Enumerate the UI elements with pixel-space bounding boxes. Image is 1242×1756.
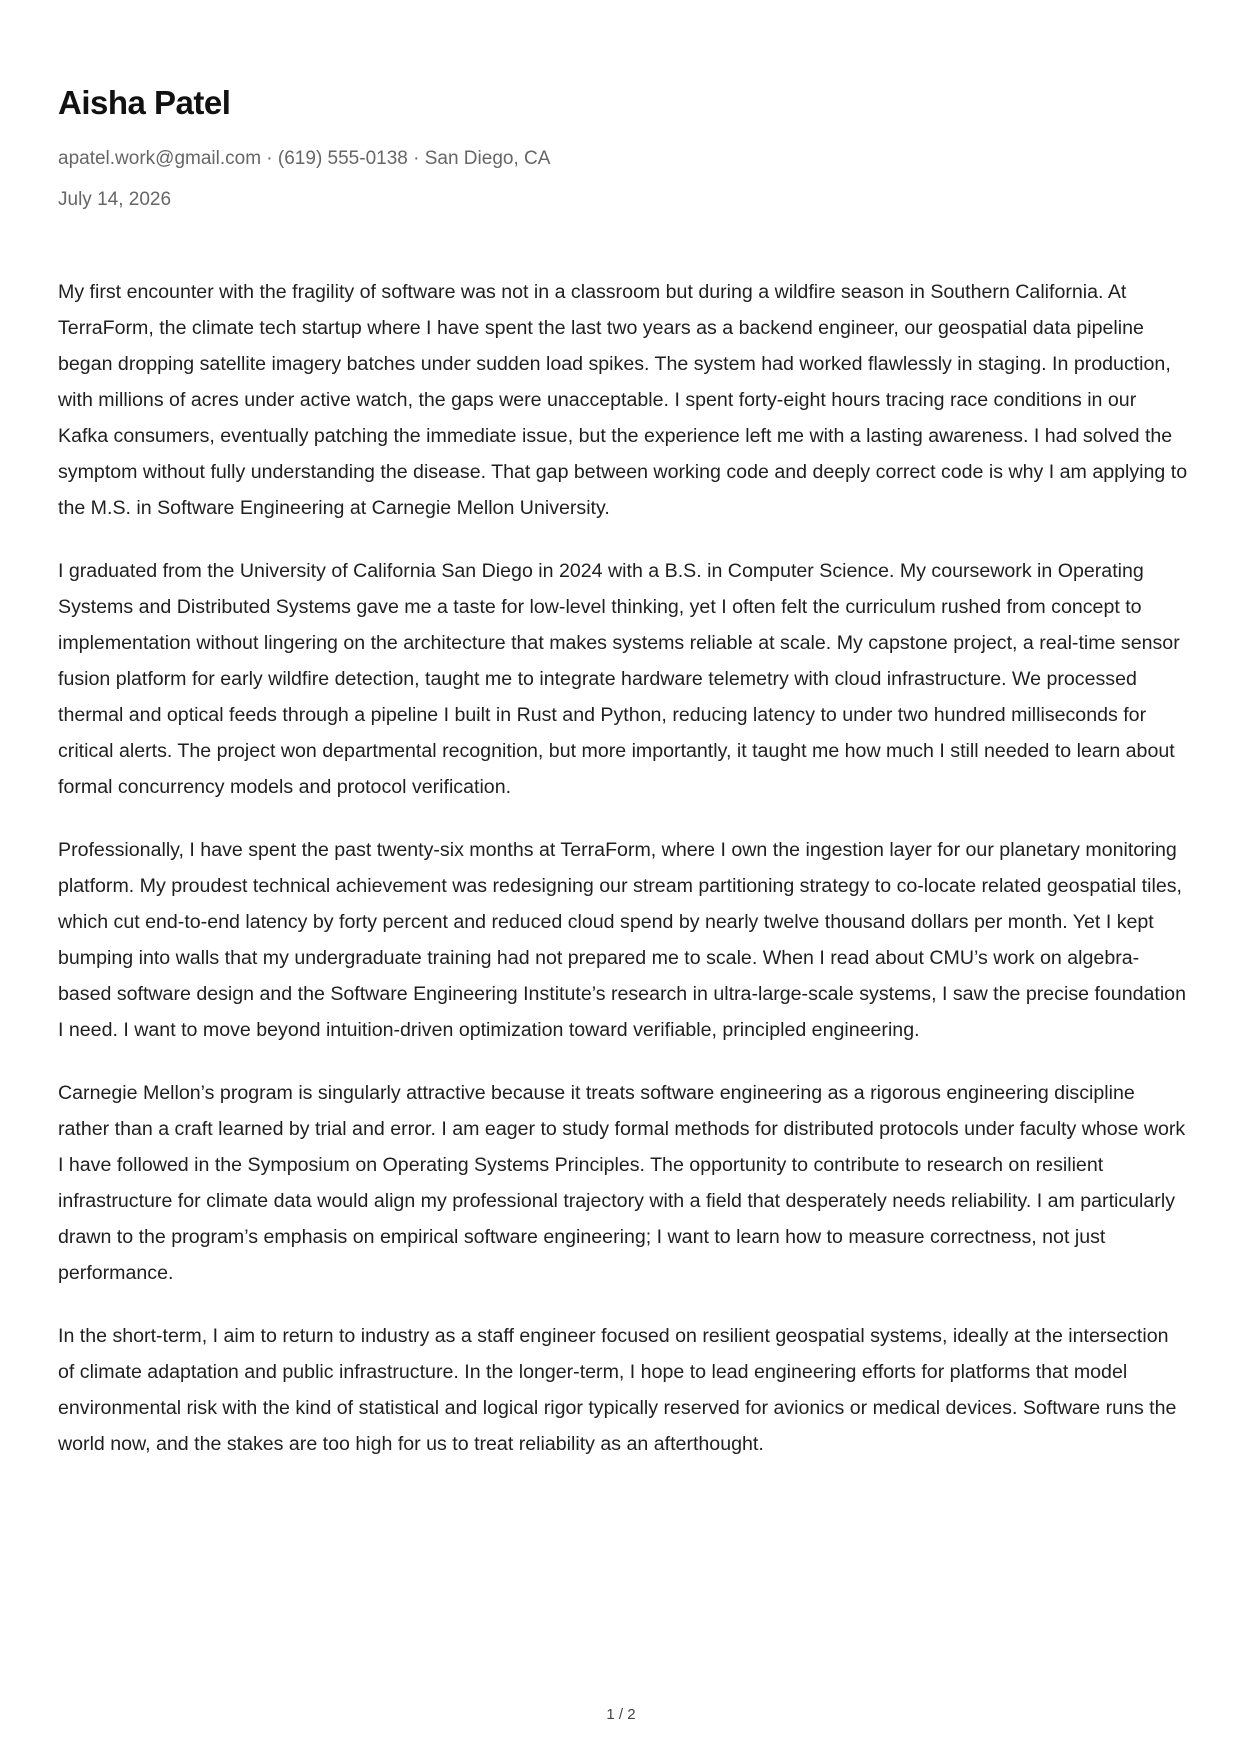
author-name: Aisha Patel xyxy=(58,84,231,121)
letter-date: July 14, 2026 xyxy=(58,189,172,210)
paragraph-4: Carnegie Mellon’s program is singularly attractive because it treats software engineering as a rigorous engineering discipline rather than a craft learned by trial and error. I am eager to study formal methods for distributed protocols under faculty whose work I have followed in the Symposium on Operating Systems Principles. The opportunity to contribute to research on resilient infrastructure for climate data would align my professional trajectory with a field that desperately needs reliability. I am particularly drawn to the program’s emphasis on empirical software engineering; I want to learn how to measure correctness, not just performance. xyxy=(58,1082,1186,1284)
paragraph-1: My first encounter with the fragility of software was not in a classroom but during a wildfire season in Southern California. At TerraForm, the climate tech startup where I have spent the last two years as a backend engineer, our geospatial data pipeline began dropping satellite imagery batches under sudden load spikes. The system had worked flawlessly in staging. In production, with millions of acres under active watch, the gaps were unacceptable. I spent forty-eight hours tracing race conditions in our Kafka consumers, eventually patching the immediate issue, but the experience left me with a lasting awareness. I had solved the symptom without fully understanding the disease. That gap between working code and deeply correct code is why I am applying to the M.S. in Software Engineering at Carnegie Mellon University. xyxy=(58,281,1188,519)
paragraph-5: In the short-term, I aim to return to industry as a staff engineer focused on resilient geospatial systems, ideally at the intersection of climate adaptation and public infrastructure. In the longer-term, I hope to lead engineering efforts for platforms that model environmental risk with the kind of statistical and logical rigor typically reserved for avionics or medical devices. Software runs the world now, and the stakes are too high for us to treat reliability as an afterthought. xyxy=(58,1325,1177,1455)
paragraph-3: Professionally, I have spent the past twenty-six months at TerraForm, where I own the ingestion layer for our planetary monitoring platform. My proudest technical achievement was redesigning our stream partitioning strategy to co-locate related geospatial tiles, which cut end-to-end latency by forty percent and reduced cloud spend by nearly twelve thousand dollars per month. Yet I kept bumping into walls that my undergraduate training had not prepared me to scale. When I read about CMU’s work on algebra-based software design and the Software Engineering Institute’s research in ultra-large-scale systems, I saw the precise foundation I need. I want to move beyond intuition-driven optimization toward verifiable, principled engineering. xyxy=(58,839,1186,1041)
contact-line: apatel.work@gmail.com · (619) 555-0138 · San Diego, CA xyxy=(58,148,551,169)
statement-body xyxy=(58,274,1190,1489)
paragraph-2: I graduated from the University of California San Diego in 2024 with a B.S. in Computer Science. My coursework in Operating Systems and Distributed Systems gave me a taste for low-level thinking, yet I often felt the curriculum rushed from concept to implementation without lingering on the architecture that makes systems reliable at scale. My capstone project, a real-time sensor fusion platform for early wildfire detection, taught me to integrate hardware telemetry with cloud infrastructure. We processed thermal and optical feeds through a pipeline I built in Rust and Python, reducing latency to under two hundred milliseconds for critical alerts. The project won departmental recognition, but more importantly, it taught me how much I still needed to learn about formal concurrency models and protocol verification. xyxy=(58,560,1180,798)
page-number: 1 / 2 xyxy=(606,1706,636,1723)
